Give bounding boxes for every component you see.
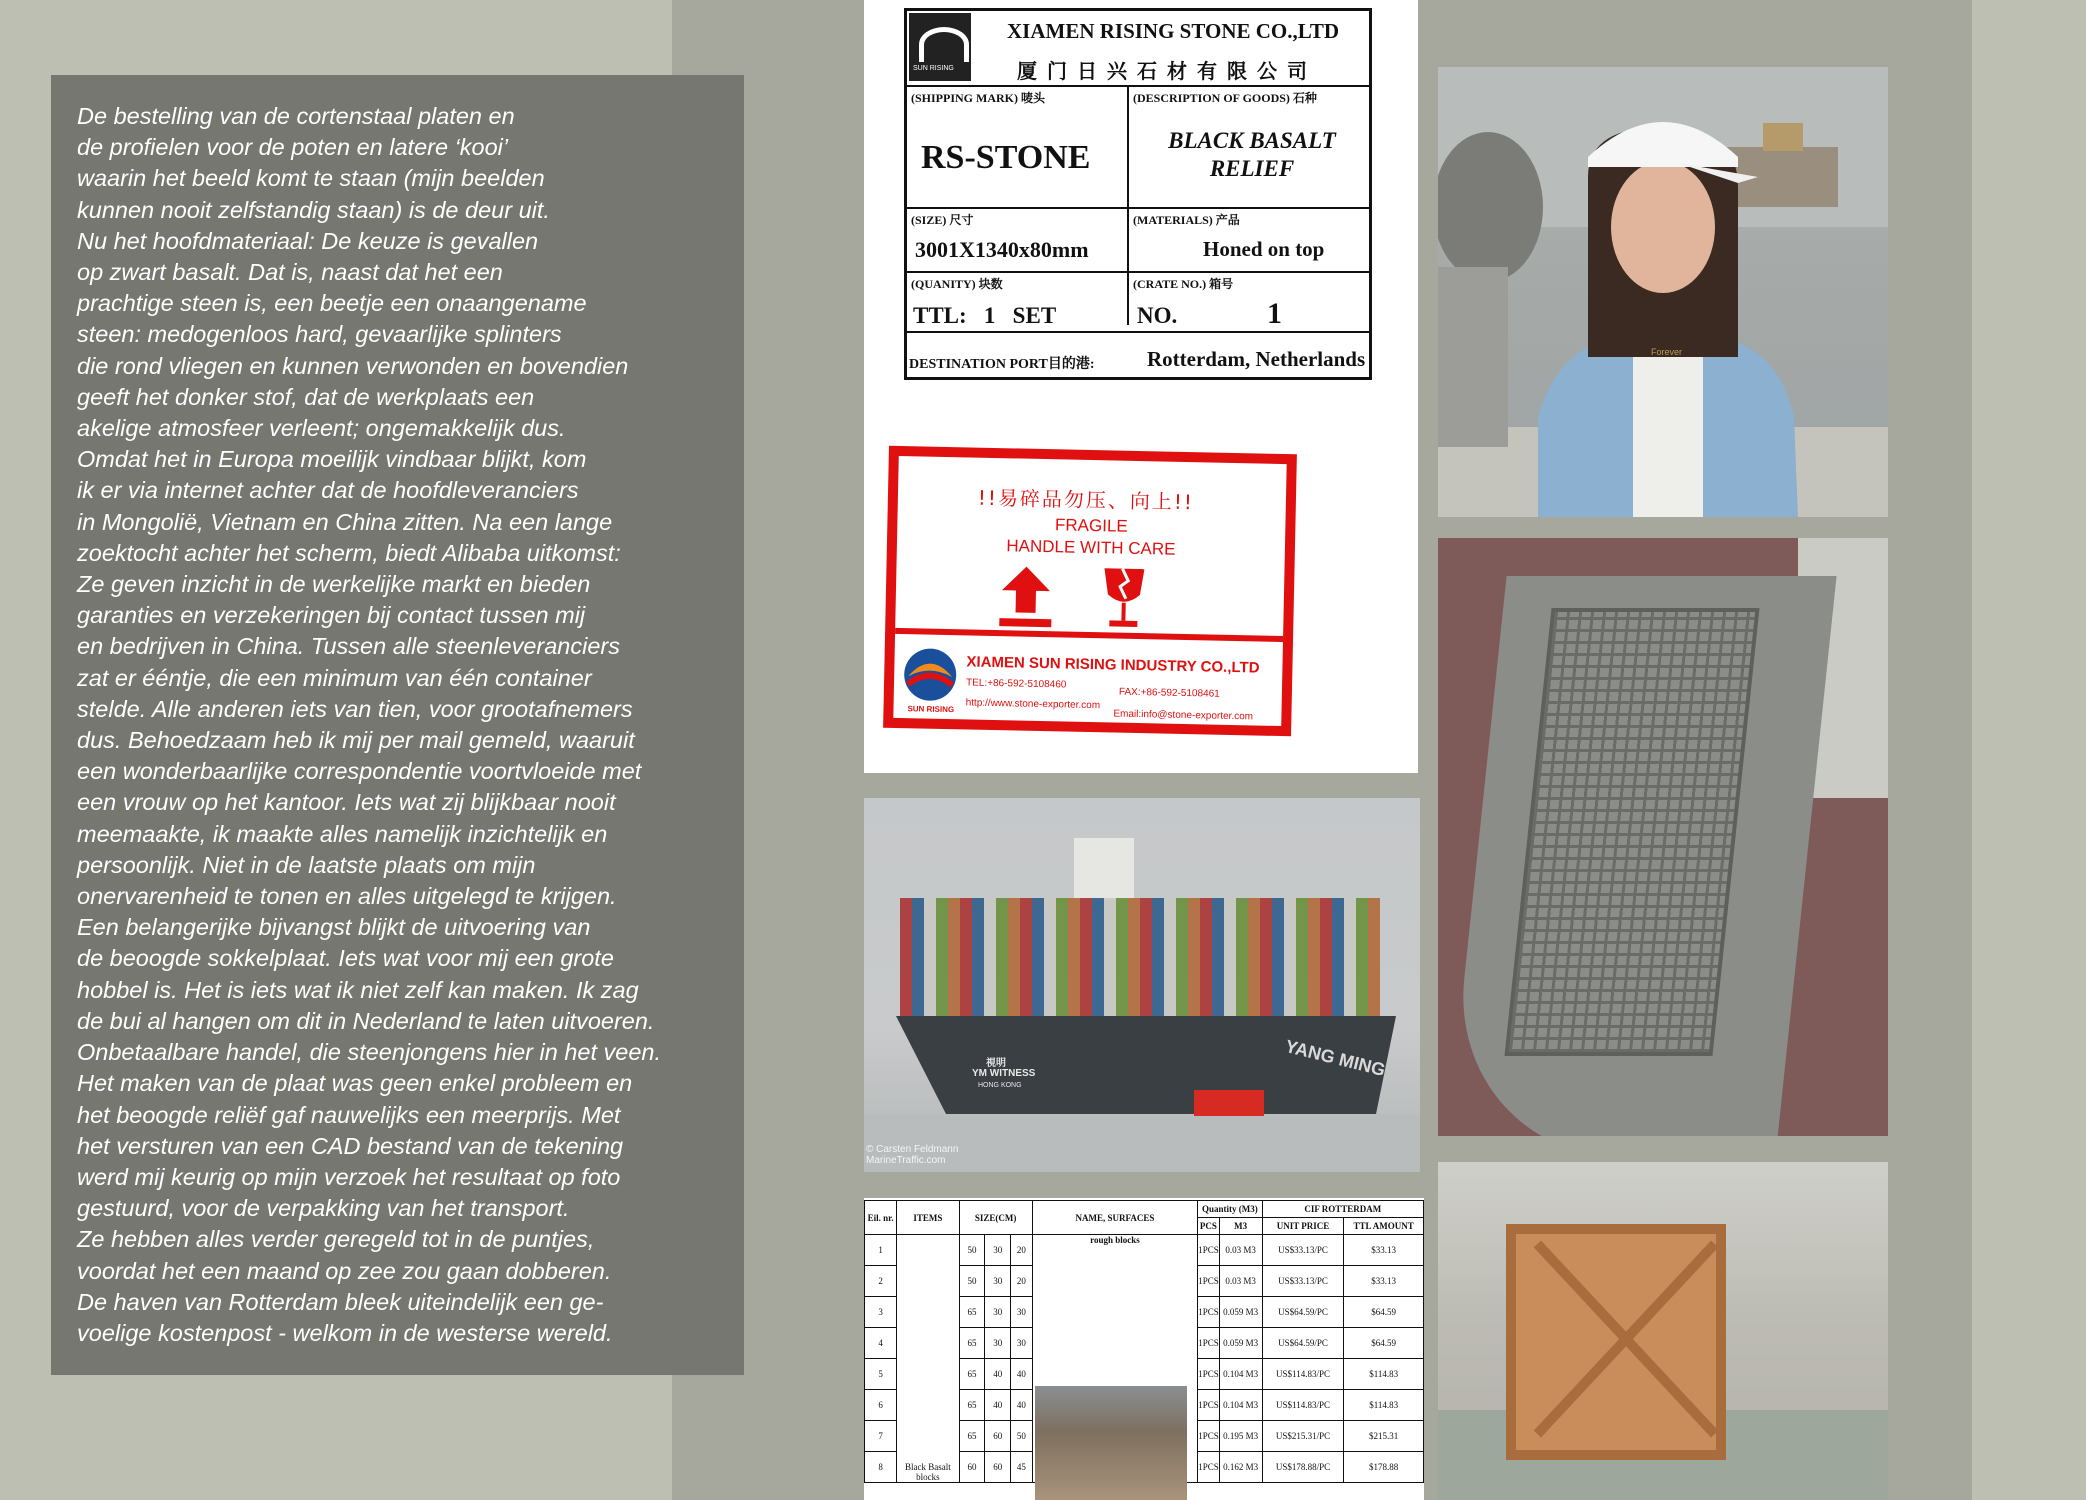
cell: 50: [959, 1266, 985, 1297]
header-size: SIZE(CM): [959, 1201, 1032, 1235]
m3-unit: M3: [1245, 1338, 1259, 1348]
cell: 40: [1011, 1359, 1032, 1390]
goods-description: BLACK BASALT RELIEF: [1168, 128, 1336, 181]
surface-cell: rough blocks: [1032, 1235, 1198, 1483]
cell: [1219, 1359, 1262, 1390]
shipping-label-photo: [864, 0, 1418, 773]
cell: 6: [865, 1390, 897, 1421]
divider: [907, 331, 1369, 333]
cell: 30: [985, 1328, 1011, 1359]
m3-unit: M3: [1245, 1462, 1259, 1472]
cell: $114.83: [1344, 1390, 1424, 1421]
cell: 2: [865, 1266, 897, 1297]
ship-name: YM WITNESS: [972, 1068, 1036, 1079]
fragile-warning-en: FRAGILE: [1054, 515, 1128, 536]
cell: US$33.13/PC: [1262, 1266, 1344, 1297]
crate-label: (CRATE NO.) 箱号: [1133, 277, 1234, 291]
cell: 60: [959, 1452, 985, 1483]
cell: 65: [959, 1421, 985, 1452]
cell: 60: [985, 1452, 1011, 1483]
cell: 4: [865, 1328, 897, 1359]
cell: 3: [865, 1297, 897, 1328]
m3-value: 0.104: [1223, 1400, 1244, 1410]
cell: 1PCS: [1198, 1297, 1219, 1328]
cell: $33.13: [1344, 1266, 1424, 1297]
header-no: Eil. nr.: [865, 1201, 897, 1235]
cell: US$114.83/PC: [1262, 1390, 1344, 1421]
cell: 65: [959, 1359, 985, 1390]
quantity-value: TTL: 1 SET: [913, 303, 1057, 328]
sticker-tel: TEL:+86-592-5108460: [965, 677, 1067, 691]
invoice-table-photo: [864, 1198, 1424, 1500]
this-way-up-icon: [995, 562, 1056, 629]
m3-value: 0.059: [1223, 1338, 1244, 1348]
cell: 20: [1011, 1266, 1032, 1297]
header-quantity: Quantity (M3): [1198, 1201, 1262, 1218]
m3-unit: M3: [1243, 1276, 1256, 1286]
shirt-text: Forever: [1651, 347, 1683, 357]
sticker-company: XIAMEN SUN RISING INDUSTRY CO.,LTD: [966, 653, 1260, 677]
header-name: NAME, SURFACES: [1032, 1201, 1198, 1235]
cell: 65: [959, 1390, 985, 1421]
cell: US$64.59/PC: [1262, 1328, 1344, 1359]
cell: US$215.31/PC: [1262, 1421, 1344, 1452]
sticker-email: Email:info@stone-exporter.com: [1113, 708, 1254, 723]
materials-value: Honed on top: [1203, 237, 1325, 261]
quantity-label: (QUANITY) 块数: [911, 277, 1003, 291]
company-name-cn: 厦门日兴石材有限公司: [1017, 59, 1317, 83]
cell: [1219, 1297, 1262, 1328]
cell: 40: [985, 1359, 1011, 1390]
photo-credit: [866, 1144, 958, 1166]
container-stack: [900, 898, 1380, 1018]
photo-credit-line: © Carsten Feldmann: [866, 1144, 959, 1155]
crate-no-label: NO.: [1137, 303, 1178, 328]
divider: [895, 628, 1283, 642]
table-header-row: [865, 1201, 1424, 1218]
header-unit-price: UNIT PRICE: [1262, 1218, 1344, 1235]
cell: [1219, 1266, 1262, 1297]
ship-port: HONG KONG: [978, 1082, 1022, 1089]
photo-credit-line: MarineTraffic.com: [866, 1155, 946, 1166]
m3-unit: M3: [1245, 1431, 1259, 1441]
ship-bridge: [1074, 838, 1134, 900]
hull-text: YANG MING: [1283, 1035, 1388, 1081]
cell: [1219, 1452, 1262, 1483]
m3-unit: M3: [1245, 1307, 1259, 1317]
woman-portrait-illustration: [1438, 67, 1888, 517]
m3-unit: M3: [1243, 1245, 1256, 1255]
m3-value: 0.162: [1223, 1462, 1244, 1472]
header-pcs: PCS: [1198, 1218, 1219, 1235]
cell: 30: [985, 1266, 1011, 1297]
cell: $64.59: [1344, 1328, 1424, 1359]
cell: $64.59: [1344, 1297, 1424, 1328]
cell: $215.31: [1344, 1421, 1424, 1452]
header-items: ITEMS: [897, 1201, 959, 1235]
fragile-sticker: [883, 446, 1297, 736]
m3-value: 0.104: [1223, 1369, 1244, 1379]
basalt-relief-photo: [1438, 538, 1888, 1136]
shipping-mark: RS-STONE: [921, 139, 1091, 176]
cell: 1: [865, 1235, 897, 1266]
company-name-en: XIAMEN RISING STONE CO.,LTD: [1007, 19, 1340, 43]
container-ship-photo: [864, 798, 1420, 1172]
header-cif: CIF ROTTERDAM: [1262, 1201, 1423, 1218]
m3-value: 0.195: [1223, 1431, 1244, 1441]
m3-unit: M3: [1245, 1400, 1259, 1410]
cell: 1PCS: [1198, 1421, 1219, 1452]
description-label: (DESCRIPTION OF GOODS) 石种: [1133, 91, 1317, 105]
materials-label: (MATERIALS) 产品: [1133, 213, 1240, 227]
cell: 1PCS: [1198, 1390, 1219, 1421]
rough-blocks-photo: [1035, 1386, 1187, 1500]
cell: 8: [865, 1452, 897, 1483]
cell: 60: [985, 1421, 1011, 1452]
m3-value: 0.059: [1223, 1307, 1244, 1317]
sun-rising-logo-icon: [909, 13, 971, 81]
cell: [1219, 1235, 1262, 1266]
handle-with-care: HANDLE WITH CARE: [1006, 536, 1176, 559]
divider: [907, 207, 1369, 209]
cell: [1219, 1390, 1262, 1421]
cell: 65: [959, 1328, 985, 1359]
cell: 5: [865, 1359, 897, 1390]
cell: 50: [1011, 1421, 1032, 1452]
crate-no-value: 1: [1267, 297, 1282, 330]
cell: 45: [1011, 1452, 1032, 1483]
destination-label: DESTINATION PORT目的港:: [909, 357, 1095, 372]
fragile-glass-icon: [1095, 564, 1152, 631]
cell: 30: [1011, 1297, 1032, 1328]
sticker-website: http://www.stone-exporter.com: [965, 697, 1101, 712]
cell: [1219, 1421, 1262, 1452]
fragile-warning-cn: !!易碎品勿压、向上!!: [977, 485, 1195, 515]
shipping-label: [904, 8, 1372, 380]
cell: [1219, 1328, 1262, 1359]
cell: 30: [1011, 1328, 1032, 1359]
header-ttl-amount: TTL AMOUNT: [1344, 1218, 1424, 1235]
logo-caption: SUN RISING: [913, 65, 954, 72]
cell: 7: [865, 1421, 897, 1452]
items-cell: Black Basalt blocks: [897, 1235, 959, 1483]
m3-unit: M3: [1245, 1369, 1259, 1379]
text-panel: [51, 75, 744, 1375]
ship-name-cn: 視明: [986, 1058, 1006, 1069]
cell: 1PCS: [1198, 1235, 1219, 1266]
sticker-fax: FAX:+86-592-5108461: [1118, 686, 1220, 700]
cell: US$114.83/PC: [1262, 1359, 1344, 1390]
m3-value: 0.03: [1225, 1245, 1242, 1255]
cell: $33.13: [1344, 1235, 1424, 1266]
sticker-brand: SUN RISING: [907, 704, 955, 715]
sun-rising-logo-icon: [902, 646, 959, 703]
cell: US$64.59/PC: [1262, 1297, 1344, 1328]
m3-value: 0.03: [1225, 1276, 1242, 1286]
table-row: [865, 1235, 1424, 1266]
cell: US$178.88/PC: [1262, 1452, 1344, 1483]
cell: 50: [959, 1235, 985, 1266]
cell: 40: [1011, 1390, 1032, 1421]
divider: [1127, 85, 1129, 325]
cell: 40: [985, 1390, 1011, 1421]
wooden-crate-photo: [1438, 1162, 1888, 1500]
cell: 30: [985, 1297, 1011, 1328]
cell: 1PCS: [1198, 1359, 1219, 1390]
cell: $178.88: [1344, 1452, 1424, 1483]
cell: 1PCS: [1198, 1452, 1219, 1483]
divider: [907, 271, 1369, 273]
cell: US$33.13/PC: [1262, 1235, 1344, 1266]
cell: 30: [985, 1235, 1011, 1266]
destination-value: Rotterdam, Netherlands: [1147, 347, 1366, 371]
story-paragraph: De bestelling van de cortenstaal platen en de profielen voor de poten en latere ‘kooi’ waarin het beeld komt te staan (mijn beelden kunnen nooit zelfstandig staan) is de deur uit. Nu het hoofdmateriaal: De keuze is gevallen op zwart basalt. Dat is, naast dat het een prachtige steen is, een beetje een onaangename steen: medogenloos hard, gevaarlijke splinters die rond vliegen en kunnen verwonden en bovendien geeft het donker stof, dat de werkplaats een akelige atmosfeer verleent; ongemakkelijk dus. Omdat het in Europa moeilijk vindbaar blijkt, kom ik er via internet achter dat de hoofdleveranciers in Mongolië, Vietnam en China zitten. Na een lange zoektocht achter het scherm, biedt Alibaba uitkomst: Ze geven inzicht in de werkelijke markt en bieden garanties en verzekeringen bij contact tussen mij en bedrijven in China. Tussen alle steenleveranciers zat er ééntje, die een minimum van één container stelde. Alle anderen iets van tien, voor grootafnemers dus. Behoedzaam heb ik mij per mail gemeld, waaruit een wonderbaarlijke correspondentie voortvloeide met een vrouw op het kantoor. Iets wat zij blijkbaar nooit meemaakte, ik maakte alles namelijk inzichtelijk en persoonlijk. Niet in de laatste plaats om mijn onervarenheid te tonen en alles uitgelegd te krijgen. Een belangerijke bijvangst blijkt de uitvoering van de beoogde sokkelplaat. Iets wat voor mij een grote hobbel is. Het is iets wat ik niet zelf kan maken. Ik zag de bui al hangen om dit in Nederland te laten uitvoeren. Onbetaalbare handel, die steenjongens hier in het veen. Het maken van de plaat was geen enkel probleem en het beoogde reliëf gaf nauwelijks een meerprijs. Met het versturen van een CAD bestand van de tekening werd mij keurig op mijn verzoek het resultaat op foto gestuurd, voor de verpakking van het transport. Ze hebben alles verder geregeld tot in de puntjes, voordat het een maand op zee zou gaan dobberen. De haven van Rotterdam bleek uiteindelijk een ge- voelige kostenpost - welkom in de westerse wereld.: [77, 103, 662, 1346]
wooden-crate: [1506, 1224, 1726, 1460]
divider: [907, 85, 1369, 87]
header-m3: M3: [1219, 1218, 1262, 1235]
cell: 65: [959, 1297, 985, 1328]
size-label: (SIZE) 尺寸: [911, 213, 974, 227]
size-value: 3001X1340x80mm: [915, 237, 1089, 262]
shipping-mark-label: (SHIPPING MARK) 唛头: [911, 91, 1045, 105]
woman-photo: [1438, 67, 1888, 517]
cell: 20: [1011, 1235, 1032, 1266]
cell: $114.83: [1344, 1359, 1424, 1390]
cell: 1PCS: [1198, 1266, 1219, 1297]
cell: 1PCS: [1198, 1328, 1219, 1359]
tugboat: [1194, 1090, 1264, 1116]
